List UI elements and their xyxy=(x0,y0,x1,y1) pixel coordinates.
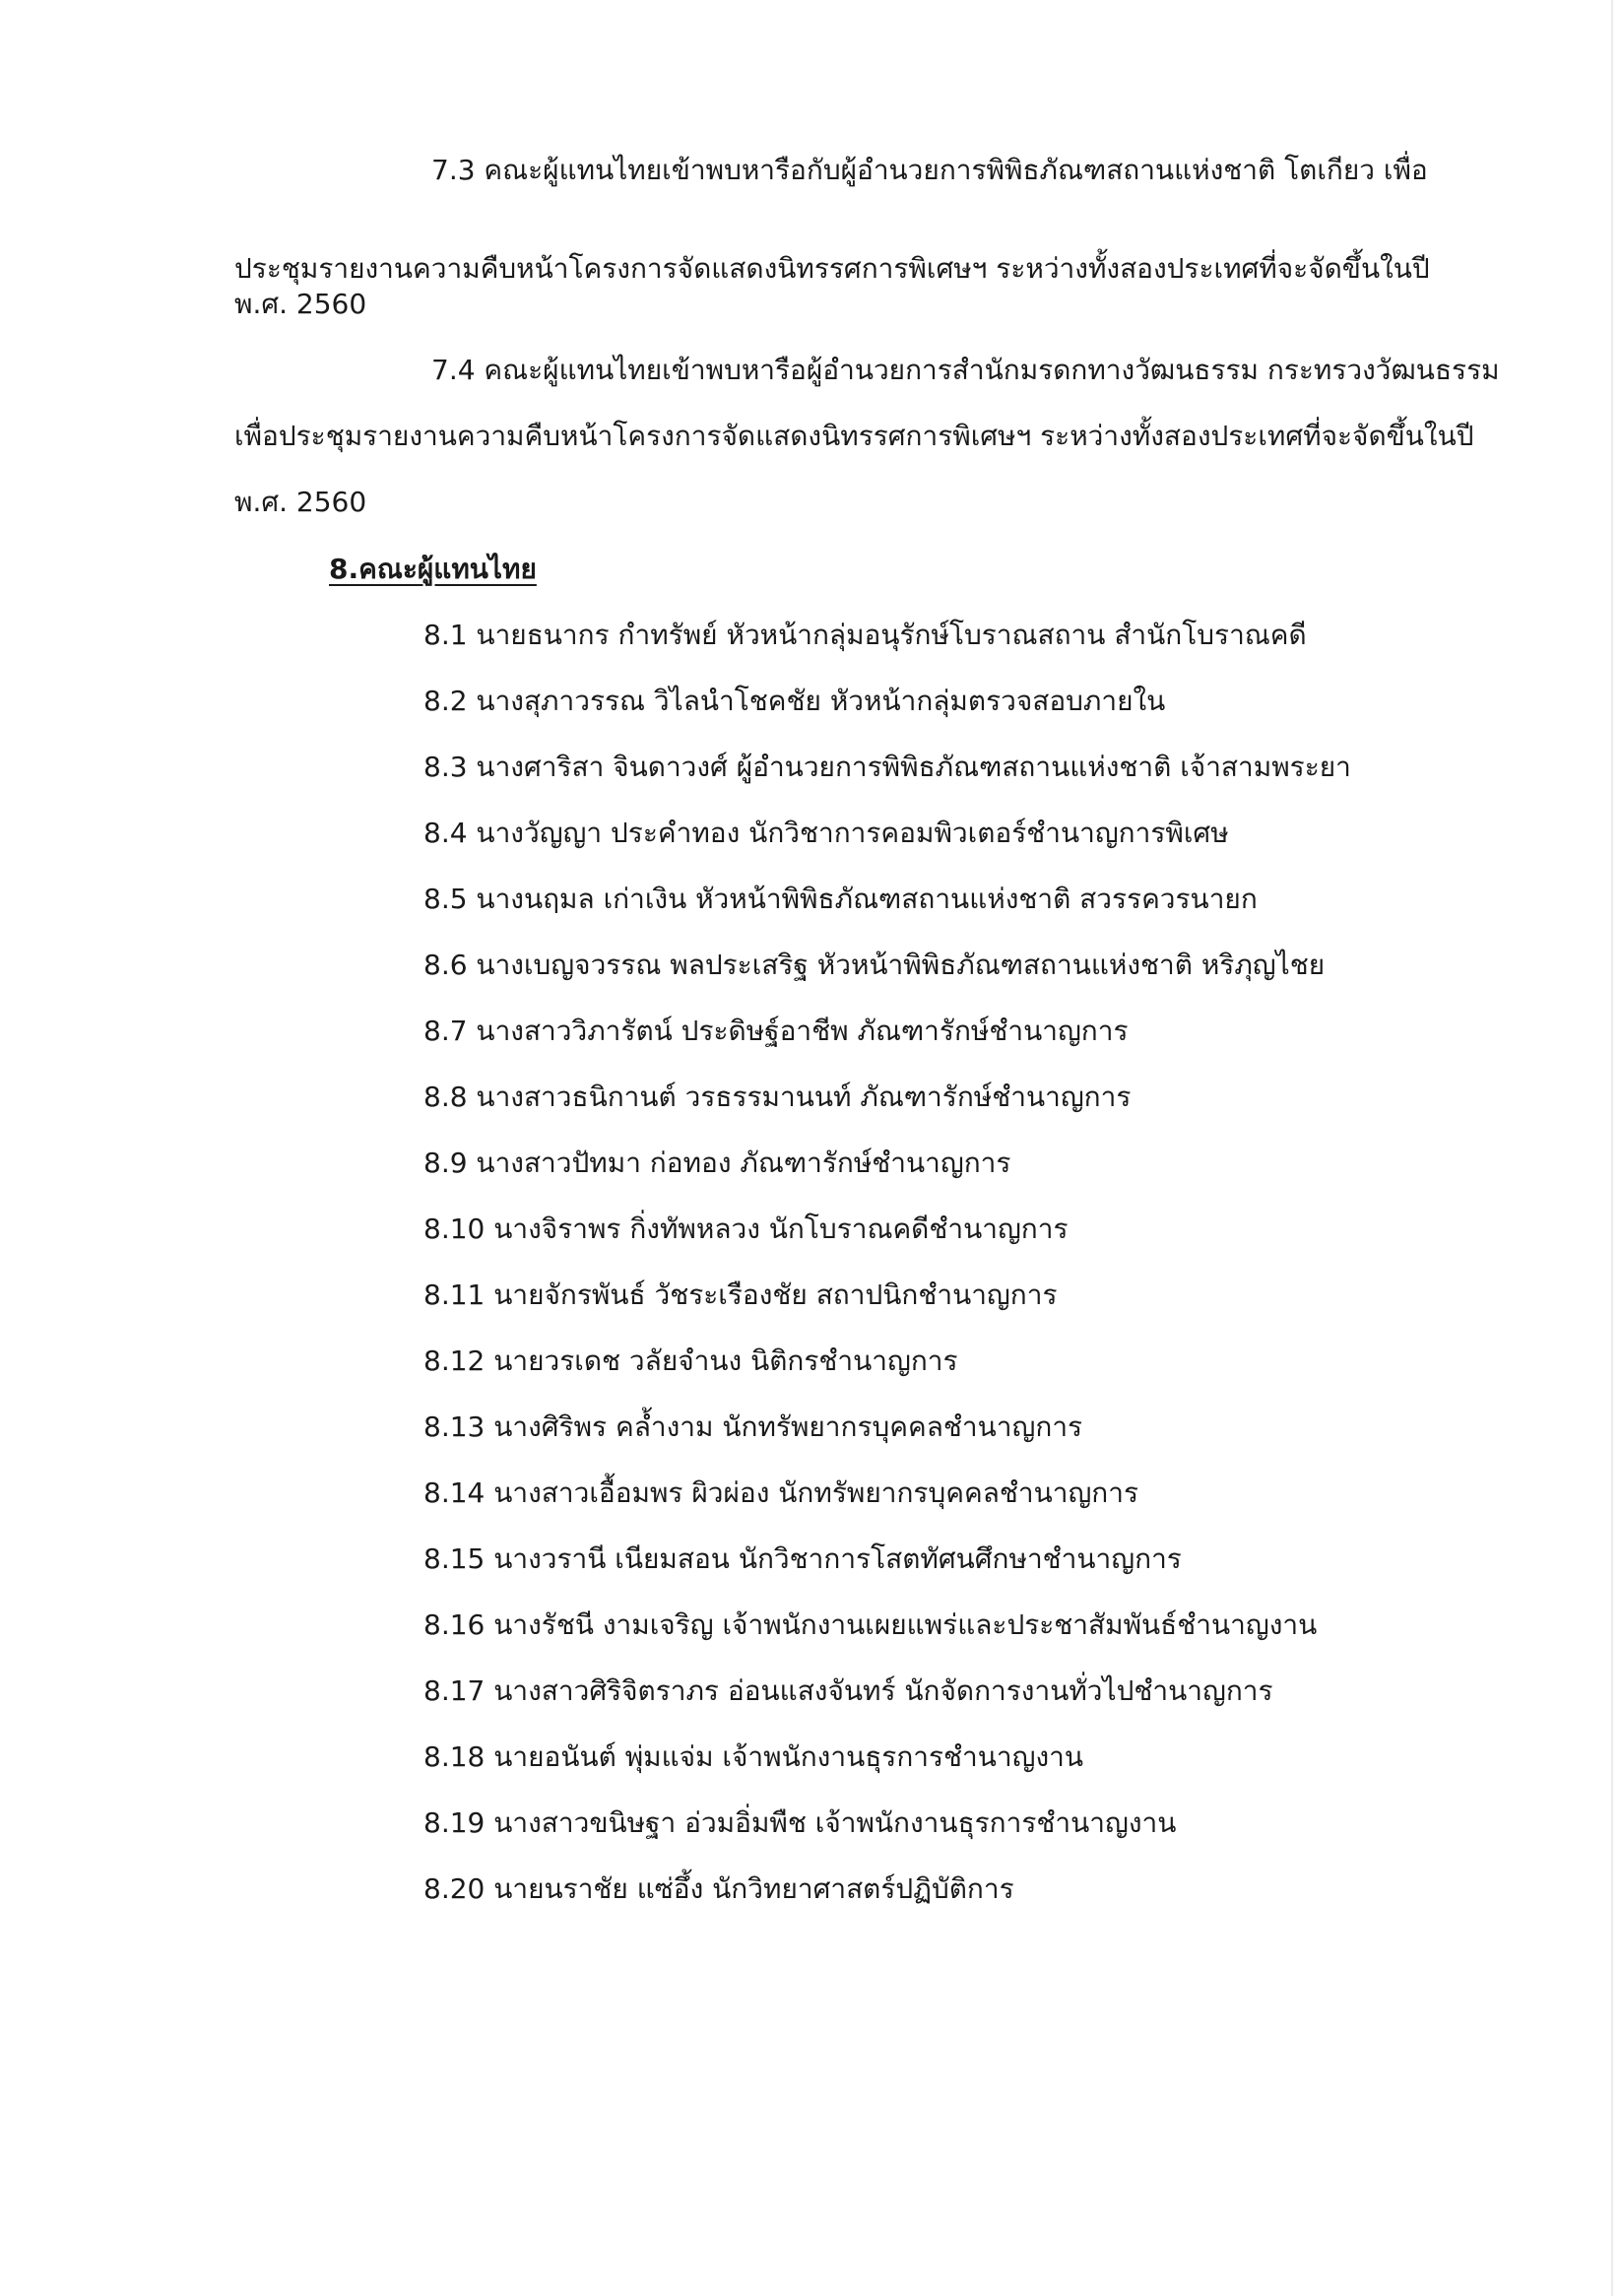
member-item: 8.10 นางจิราพร กิ่งทัพหลวง นักโบราณคดีชำนาญการ xyxy=(423,1213,1069,1245)
member-item: 8.12 นายวรเดช วลัยจำนง นิติกรชำนาญการ xyxy=(423,1345,958,1377)
member-item: 8.7 นางสาววิภารัตน์ ประดิษฐ์อาชีพ ภัณฑารักษ์ชำนาญการ xyxy=(423,1015,1129,1047)
member-item: 8.20 นายนราชัย แซ่อึ้ง นักวิทยาศาสตร์ปฏิบัติการ xyxy=(423,1872,1014,1905)
member-item: 8.14 นางสาวเอื้อมพร ผิวผ่อง นักทรัพยากรบุคคลชำนาญการ xyxy=(423,1476,1139,1509)
section-8-heading: 8.คณะผู้แทนไทย xyxy=(329,553,537,585)
member-item: 8.15 นางวรานี เนียมสอน นักวิชาการโสตทัศนศึกษาชำนาญการ xyxy=(423,1542,1182,1575)
member-item: 8.16 นางรัชนี งามเจริญ เจ้าพนักงานเผยแพร่และประชาสัมพันธ์ชำนาญงาน xyxy=(423,1608,1318,1641)
member-item: 8.5 นางนฤมล เก่าเงิน หัวหน้าพิพิธภัณฑสถานแห่งชาติ สวรรควรนายก xyxy=(423,883,1258,915)
member-item: 8.1 นายธนากร กำทรัพย์ หัวหน้ากลุ่มอนุรักษ์โบราณสถาน สำนักโบราณคดี xyxy=(423,619,1307,651)
member-item: 8.8 นางสาวธนิกานต์ วรธรรมานนท์ ภัณฑารักษ์ชำนาญการ xyxy=(423,1081,1132,1113)
member-item: 8.17 นางสาวศิริจิตราภร อ่อนแสงจันทร์ นักจัดการงานทั่วไปชำนาญการ xyxy=(423,1674,1273,1707)
member-item: 8.9 นางสาวปัทมา ก่อทอง ภัณฑารักษ์ชำนาญการ xyxy=(423,1147,1011,1179)
paragraph-7-3-line-3: พ.ศ. 2560 xyxy=(234,288,367,320)
member-item: 8.13 นางศิริพร คล้ำงาม นักทรัพยากรบุคคลชำนาญการ xyxy=(423,1410,1083,1443)
paragraph-7-4-line-2: เพื่อประชุมรายงานความคืบหน้าโครงการจัดแสดงนิทรรศการพิเศษฯ ระหว่างทั้งสองประเทศที่จะจัดขึ้นในปี xyxy=(234,420,1474,452)
member-item: 8.18 นายอนันต์ พุ่มแจ่ม เจ้าพนักงานธุรการชำนาญงาน xyxy=(423,1740,1084,1773)
member-item: 8.4 นางวัญญา ประคำทอง นักวิชาการคอมพิวเตอร์ชำนาญการพิเศษ xyxy=(423,817,1229,849)
member-item: 8.2 นางสุภาวรรณ วิไลนำโชคชัย หัวหน้ากลุ่มตรวจสอบภายใน xyxy=(423,685,1166,717)
scan-edge xyxy=(1611,0,1613,2296)
paragraph-7-4-line-1: 7.4 คณะผู้แทนไทยเข้าพบหารือผู้อำนวยการสำนักมรดกทางวัฒนธรรม กระทรวงวัฒนธรรม xyxy=(431,354,1500,386)
member-item: 8.11 นายจักรพันธ์ วัชระเรืองชัย สถาปนิกชำนาญการ xyxy=(423,1279,1058,1311)
paragraph-7-4-line-3: พ.ศ. 2560 xyxy=(234,486,367,518)
paragraph-7-3-line-1: 7.3 คณะผู้แทนไทยเข้าพบหารือกับผู้อำนวยการพิพิธภัณฑสถานแห่งชาติ โตเกียว เพื่อ xyxy=(431,154,1428,186)
member-item: 8.6 นางเบญจวรรณ พลประเสริฐ หัวหน้าพิพิธภัณฑสถานแห่งชาติ หริภุญไชย xyxy=(423,949,1326,981)
member-item: 8.3 นางศาริสา จินดาวงศ์ ผู้อำนวยการพิพิธภัณฑสถานแห่งชาติ เจ้าสามพระยา xyxy=(423,751,1351,783)
member-item: 8.19 นางสาวขนิษฐา อ่วมอิ่มพืช เจ้าพนักงานธุรการชำนาญงาน xyxy=(423,1806,1177,1839)
paragraph-7-3-line-2: ประชุมรายงานความคืบหน้าโครงการจัดแสดงนิทรรศการพิเศษฯ ระหว่างทั้งสองประเทศที่จะจัดขึ้นในปี xyxy=(234,252,1430,285)
